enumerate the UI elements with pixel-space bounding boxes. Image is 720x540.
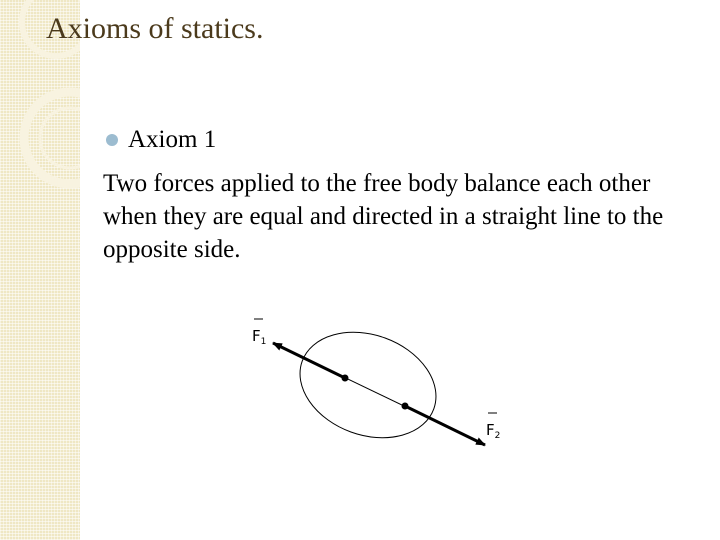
force-1-label — [252, 319, 266, 347]
bullet-item — [106, 126, 216, 154]
application-point-1 — [342, 375, 349, 382]
application-point-2 — [402, 403, 409, 410]
svg-text:F1: $F_1$ — [252, 327, 267, 347]
force-2-arrow — [405, 406, 485, 445]
bullet-label: Axiom 1 — [128, 126, 217, 153]
free-body-ellipse — [285, 314, 451, 455]
bullet-icon — [106, 134, 118, 146]
svg-text:F2: $F_2$ — [486, 421, 501, 441]
force-2-label — [486, 413, 500, 441]
two-forces-diagram — [248, 305, 518, 455]
axiom-text: Two forces applied to the free body balance each other when they are equal and directed in a straight line to the opposite side. — [103, 170, 664, 263]
decorative-side-band — [0, 0, 80, 540]
slide-title: Axioms of statics. — [46, 12, 264, 45]
decorative-circles — [0, 0, 80, 540]
force-1-arrow — [273, 343, 345, 378]
